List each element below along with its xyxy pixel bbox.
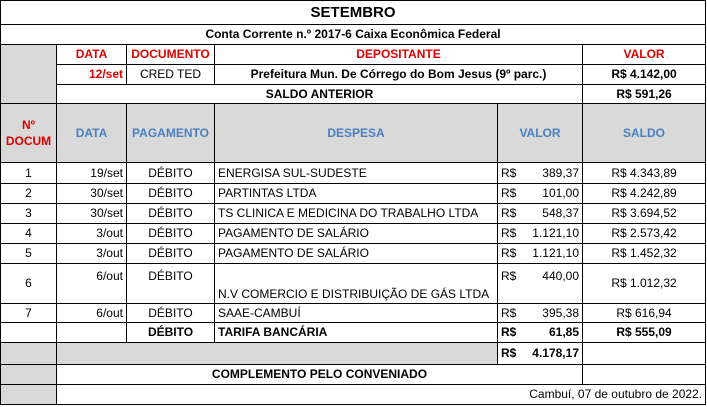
credit-value: R$ 4.142,00 [583,65,706,85]
currency-symbol: R$ [501,206,517,220]
row-date: 6/out [57,264,127,304]
complemento-blank [583,365,706,385]
total-gray-block [57,343,498,365]
currency-symbol: R$ [501,246,517,260]
row-payment: DÉBITO [127,304,215,323]
amount: 548,37 [542,206,579,220]
row-date: 6/out [57,304,127,323]
account-subtitle: Conta Corrente n.º 2017-6 Caixa Econômica Federal [1,25,706,45]
complemento-row [1,365,706,385]
header-valor: VALOR [498,104,583,163]
row-balance: R$ 555,09 [583,323,706,343]
total-row [1,343,706,365]
row-date: 3/out [57,244,127,264]
row-expense: PARTINTAS LTDA [215,184,498,204]
currency-symbol: R$ [501,226,517,240]
credit-header-valor: VALOR [583,45,706,65]
row-payment: DÉBITO [127,224,215,244]
currency-symbol: R$ [501,305,517,320]
row-payment: DÉBITO [127,163,215,184]
total-blank [583,343,706,365]
row-value [498,184,583,204]
currency-symbol: R$ [501,165,517,180]
table-row [1,304,706,323]
currency-symbol: R$ [501,186,517,200]
header-pagamento: PAGAMENTO [127,104,215,163]
row-expense: SAAE-CAMBUÍ [215,304,498,323]
row-num: 3 [1,204,57,224]
row-payment: DÉBITO [127,244,215,264]
credit-date: 12/set [57,65,127,85]
row-expense: TS CLINICA E MEDICINA DO TRABALHO LTDA [215,204,498,224]
table-row [1,244,706,264]
row-balance: R$ 1.452,32 [583,244,706,264]
row-date: 3/out [57,224,127,244]
row-payment: DÉBITO [127,323,215,343]
credit-header-data: DATA [57,45,127,65]
table-row [1,323,706,343]
table-row [1,224,706,244]
table-row [1,184,706,204]
credit-header-depositante: DEPOSITANTE [215,45,583,65]
row-num: 4 [1,224,57,244]
row-date: 30/set [57,184,127,204]
amount: 4.178,17 [532,346,579,360]
row-date [57,323,127,343]
complemento-label: COMPLEMENTO PELO CONVENIADO [57,365,583,385]
row-balance: R$ 3.694,52 [583,204,706,224]
amount: 61,85 [548,325,579,339]
row-expense: N.V COMERCIO E DISTRIBUIÇÃO DE GÁS LTDA [215,264,498,304]
row-num: 2 [1,184,57,204]
footer-place-date: Cambuí, 07 de outubro de 2022. [57,385,706,405]
row-num: 6 [1,264,57,304]
total-spacer [1,343,57,365]
amount: 440,00 [542,269,579,283]
row-balance: R$ 1.012,32 [583,264,706,304]
row-balance: R$ 616,94 [583,304,706,323]
credit-header-documento: DOCUMENTO [127,45,215,65]
header-despesa: DESPESA [215,104,498,163]
row-balance: R$ 4.343,89 [583,163,706,184]
credit-row-spacer [1,45,57,104]
sheet-title: SETEMBRO [1,1,706,25]
row-payment: DÉBITO [127,264,215,304]
table-row [1,264,706,304]
row-num: 5 [1,244,57,264]
amount: 395,38 [542,305,579,320]
footer-row [1,385,706,405]
header-data: DATA [57,104,127,163]
complemento-spacer [1,365,57,385]
row-value [498,224,583,244]
saldo-anterior-label: SALDO ANTERIOR [57,85,583,104]
row-num [1,323,57,343]
currency-symbol: R$ [501,325,517,339]
row-payment: DÉBITO [127,204,215,224]
currency-symbol: R$ [501,346,517,360]
row-expense: PAGAMENTO DE SALÁRIO [215,244,498,264]
row-value [498,304,583,323]
row-balance: R$ 2.573,42 [583,224,706,244]
credit-document: CRED TED [127,65,215,85]
amount: 1.121,10 [532,246,579,260]
table-row [1,204,706,224]
amount: 101,00 [542,186,579,200]
header-saldo: SALDO [583,104,706,163]
table-row [1,163,706,184]
row-value [498,204,583,224]
row-num: 7 [1,304,57,323]
row-value [498,163,583,184]
row-expense: TARIFA BANCÁRIA [215,323,498,343]
row-payment: DÉBITO [127,184,215,204]
saldo-anterior-value: R$ 591,26 [583,85,706,104]
row-num: 1 [1,163,57,184]
credit-depositor: Prefeitura Mun. De Córrego do Bom Jesus (9º parc.) [215,65,583,85]
amount: 389,37 [542,165,579,180]
header-num-docum: Nº DOCUM [1,104,57,163]
row-value [498,244,583,264]
row-date: 19/set [57,163,127,184]
footer-spacer [1,385,57,405]
row-expense: ENERGISA SUL-SUDESTE [215,163,498,184]
row-value [498,264,583,304]
total-value [498,343,583,365]
row-date: 30/set [57,204,127,224]
row-expense: PAGAMENTO DE SALÁRIO [215,224,498,244]
row-value [498,323,583,343]
currency-symbol: R$ [501,269,517,283]
row-balance: R$ 4.242,89 [583,184,706,204]
amount: 1.121,10 [532,226,579,240]
